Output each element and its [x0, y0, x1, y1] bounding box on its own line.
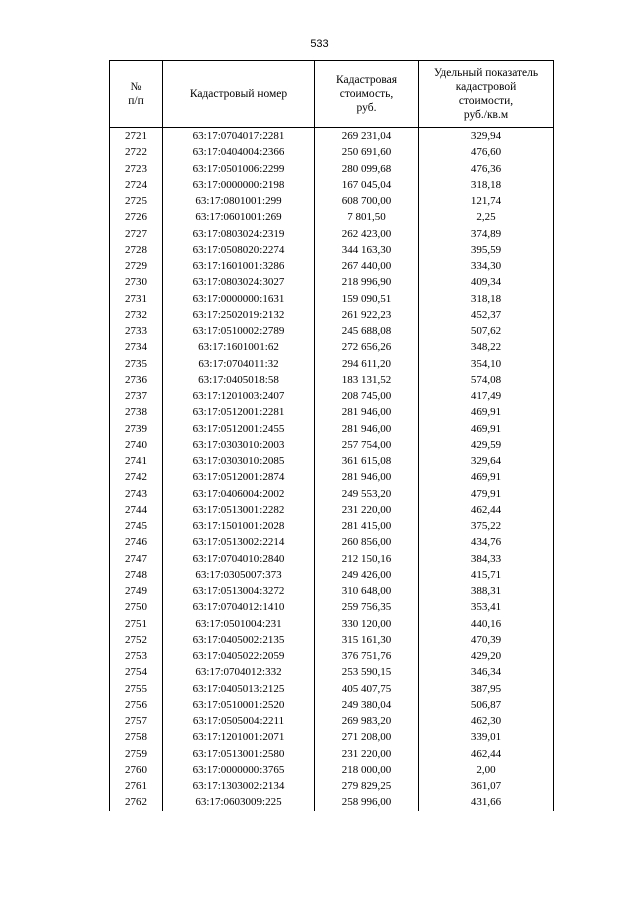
cell-row-number: 2748 [110, 567, 163, 583]
cell-specific-value: 462,44 [419, 746, 554, 762]
table-row [110, 388, 554, 404]
cell-specific-value: 417,49 [419, 388, 554, 404]
cell-row-number: 2743 [110, 486, 163, 502]
cell-specific-value: 506,87 [419, 697, 554, 713]
cell-cadastral-number: 63:17:0405013:2125 [163, 681, 315, 697]
cell-cadastral-number: 63:17:0406004:2002 [163, 486, 315, 502]
cell-specific-value: 462,30 [419, 713, 554, 729]
cell-cadastral-value: 208 745,00 [315, 388, 419, 404]
cell-row-number: 2755 [110, 681, 163, 697]
cell-cadastral-number: 63:17:0303010:2085 [163, 453, 315, 469]
cell-cadastral-number: 63:17:1201001:2071 [163, 729, 315, 745]
table-row [110, 453, 554, 469]
cell-row-number: 2744 [110, 502, 163, 518]
cell-cadastral-number: 63:17:1201003:2407 [163, 388, 315, 404]
cell-cadastral-value: 218 996,90 [315, 274, 419, 290]
cell-row-number: 2761 [110, 778, 163, 794]
cell-cadastral-value: 376 751,76 [315, 648, 419, 664]
cell-specific-value: 346,34 [419, 664, 554, 680]
header-specific-line3: стоимости, [458, 95, 514, 107]
cell-specific-value: 470,39 [419, 632, 554, 648]
cell-cadastral-value: 260 856,00 [315, 534, 419, 550]
cell-row-number: 2746 [110, 534, 163, 550]
cell-row-number: 2721 [110, 128, 163, 145]
cell-specific-value: 2,25 [419, 209, 554, 225]
cell-row-number: 2723 [110, 161, 163, 177]
cell-cadastral-value: 281 415,00 [315, 518, 419, 534]
cell-cadastral-number: 63:17:0404004:2366 [163, 144, 315, 160]
cell-row-number: 2734 [110, 339, 163, 355]
cell-cadastral-value: 261 922,23 [315, 307, 419, 323]
cell-cadastral-value: 245 688,08 [315, 323, 419, 339]
cell-row-number: 2742 [110, 469, 163, 485]
cell-row-number: 2739 [110, 421, 163, 437]
cell-cadastral-number: 63:17:0603009:225 [163, 794, 315, 810]
cell-cadastral-value: 258 996,00 [315, 794, 419, 810]
cell-row-number: 2737 [110, 388, 163, 404]
table-row [110, 274, 554, 290]
cell-row-number: 2728 [110, 242, 163, 258]
cell-row-number: 2750 [110, 599, 163, 615]
cell-row-number: 2738 [110, 404, 163, 420]
cell-specific-value: 387,95 [419, 681, 554, 697]
table-row [110, 502, 554, 518]
cell-cadastral-number: 63:17:0704010:2840 [163, 551, 315, 567]
table-row [110, 551, 554, 567]
table-row [110, 778, 554, 794]
cell-row-number: 2725 [110, 193, 163, 209]
table-row [110, 518, 554, 534]
cell-row-number: 2724 [110, 177, 163, 193]
cell-cadastral-number: 63:17:1501001:2028 [163, 518, 315, 534]
table-row [110, 209, 554, 225]
cell-specific-value: 329,94 [419, 128, 554, 145]
cell-cadastral-number: 63:17:0704017:2281 [163, 128, 315, 145]
cell-row-number: 2740 [110, 437, 163, 453]
table-row [110, 794, 554, 810]
cell-row-number: 2732 [110, 307, 163, 323]
cell-specific-value: 476,36 [419, 161, 554, 177]
cell-row-number: 2760 [110, 762, 163, 778]
table-row [110, 226, 554, 242]
cell-row-number: 2729 [110, 258, 163, 274]
table-header [110, 61, 554, 128]
cell-specific-value: 334,30 [419, 258, 554, 274]
cell-row-number: 2753 [110, 648, 163, 664]
table-row [110, 144, 554, 160]
cell-cadastral-number: 63:17:0704011:32 [163, 356, 315, 372]
cell-row-number: 2731 [110, 291, 163, 307]
table-row [110, 746, 554, 762]
table-row [110, 648, 554, 664]
cell-specific-value: 415,71 [419, 567, 554, 583]
cell-specific-value: 384,33 [419, 551, 554, 567]
cell-row-number: 2722 [110, 144, 163, 160]
table-body [110, 128, 554, 811]
cell-cadastral-value: 608 700,00 [315, 193, 419, 209]
cell-cadastral-number: 63:17:0704012:1410 [163, 599, 315, 615]
cell-cadastral-value: 250 691,60 [315, 144, 419, 160]
cell-cadastral-number: 63:17:0803024:2319 [163, 226, 315, 242]
cell-cadastral-value: 294 611,20 [315, 356, 419, 372]
cell-cadastral-value: 249 553,20 [315, 486, 419, 502]
cell-specific-value: 339,01 [419, 729, 554, 745]
cell-specific-value: 440,16 [419, 616, 554, 632]
header-value-line2: стоимость, [339, 88, 394, 100]
header-cadastral-number-text: Кадастровый номер [189, 88, 288, 100]
cell-cadastral-number: 63:17:0501004:231 [163, 616, 315, 632]
cell-cadastral-number: 63:17:2502019:2132 [163, 307, 315, 323]
table-row [110, 469, 554, 485]
cell-cadastral-number: 63:17:0512001:2455 [163, 421, 315, 437]
table-row [110, 177, 554, 193]
cell-cadastral-number: 63:17:0513001:2580 [163, 746, 315, 762]
header-specific-line2: кадастровой [455, 81, 517, 93]
cell-specific-value: 361,07 [419, 778, 554, 794]
cell-cadastral-value: 281 946,00 [315, 469, 419, 485]
table-row [110, 567, 554, 583]
cell-specific-value: 329,64 [419, 453, 554, 469]
cell-cadastral-number: 63:17:0510002:2789 [163, 323, 315, 339]
cell-specific-value: 429,59 [419, 437, 554, 453]
cell-specific-value: 388,31 [419, 583, 554, 599]
cell-cadastral-value: 280 099,68 [315, 161, 419, 177]
cell-cadastral-value: 212 150,16 [315, 551, 419, 567]
table-row [110, 356, 554, 372]
table-row [110, 323, 554, 339]
table-row [110, 307, 554, 323]
cell-row-number: 2749 [110, 583, 163, 599]
cell-specific-value: 2,00 [419, 762, 554, 778]
cell-cadastral-number: 63:17:0000000:2198 [163, 177, 315, 193]
header-num-line1: № [130, 81, 142, 93]
cell-cadastral-value: 257 754,00 [315, 437, 419, 453]
cell-cadastral-value: 262 423,00 [315, 226, 419, 242]
cell-specific-value: 431,66 [419, 794, 554, 810]
table-row [110, 258, 554, 274]
cell-row-number: 2752 [110, 632, 163, 648]
cell-row-number: 2756 [110, 697, 163, 713]
table-row [110, 599, 554, 615]
cell-cadastral-value: 330 120,00 [315, 616, 419, 632]
cadastral-value-table [109, 60, 554, 811]
table-row [110, 437, 554, 453]
cell-specific-value: 354,10 [419, 356, 554, 372]
cell-cadastral-number: 63:17:0305007:373 [163, 567, 315, 583]
table-row [110, 128, 554, 145]
cell-cadastral-number: 63:17:0000000:3765 [163, 762, 315, 778]
cell-specific-value: 476,60 [419, 144, 554, 160]
header-cadastral-value [315, 61, 419, 128]
cell-cadastral-value: 279 829,25 [315, 778, 419, 794]
cell-cadastral-value: 272 656,26 [315, 339, 419, 355]
table-row [110, 762, 554, 778]
cell-row-number: 2745 [110, 518, 163, 534]
cell-row-number: 2758 [110, 729, 163, 745]
cell-row-number: 2730 [110, 274, 163, 290]
cell-cadastral-value: 249 380,04 [315, 697, 419, 713]
cell-cadastral-value: 253 590,15 [315, 664, 419, 680]
table-row [110, 161, 554, 177]
table-row [110, 534, 554, 550]
cell-cadastral-value: 249 426,00 [315, 567, 419, 583]
cell-specific-value: 429,20 [419, 648, 554, 664]
header-value-line3: руб. [356, 102, 377, 114]
cell-cadastral-value: 267 440,00 [315, 258, 419, 274]
table-row [110, 729, 554, 745]
cell-cadastral-number: 63:17:0405022:2059 [163, 648, 315, 664]
cell-specific-value: 469,91 [419, 404, 554, 420]
cell-specific-value: 469,91 [419, 421, 554, 437]
cell-row-number: 2751 [110, 616, 163, 632]
cell-cadastral-number: 63:17:0803024:3027 [163, 274, 315, 290]
table-row [110, 242, 554, 258]
cell-cadastral-number: 63:17:0303010:2003 [163, 437, 315, 453]
header-specific-line4: руб./кв.м [463, 109, 509, 121]
cell-cadastral-value: 344 163,30 [315, 242, 419, 258]
cell-cadastral-value: 269 231,04 [315, 128, 419, 145]
cell-cadastral-number: 63:17:1303002:2134 [163, 778, 315, 794]
header-cadastral-number [163, 61, 315, 128]
cell-cadastral-value: 269 983,20 [315, 713, 419, 729]
table-row [110, 681, 554, 697]
cell-cadastral-value: 7 801,50 [315, 209, 419, 225]
cell-row-number: 2733 [110, 323, 163, 339]
cell-specific-value: 469,91 [419, 469, 554, 485]
table-row [110, 697, 554, 713]
header-specific-value [419, 61, 554, 128]
header-num-line2: п/п [128, 95, 144, 107]
cell-cadastral-value: 405 407,75 [315, 681, 419, 697]
table-row [110, 486, 554, 502]
cell-specific-value: 121,74 [419, 193, 554, 209]
table-row [110, 664, 554, 680]
cell-specific-value: 318,18 [419, 177, 554, 193]
cell-specific-value: 479,91 [419, 486, 554, 502]
cell-cadastral-number: 63:17:0405002:2135 [163, 632, 315, 648]
cell-row-number: 2736 [110, 372, 163, 388]
table-row [110, 616, 554, 632]
cell-specific-value: 375,22 [419, 518, 554, 534]
table-row [110, 404, 554, 420]
cell-row-number: 2727 [110, 226, 163, 242]
cell-cadastral-value: 183 131,52 [315, 372, 419, 388]
cell-cadastral-number: 63:17:0512001:2874 [163, 469, 315, 485]
cell-row-number: 2762 [110, 794, 163, 810]
cell-specific-value: 374,89 [419, 226, 554, 242]
cell-cadastral-number: 63:17:0801001:299 [163, 193, 315, 209]
cell-row-number: 2726 [110, 209, 163, 225]
cell-cadastral-value: 218 000,00 [315, 762, 419, 778]
cell-row-number: 2741 [110, 453, 163, 469]
cell-cadastral-value: 310 648,00 [315, 583, 419, 599]
cell-specific-value: 395,59 [419, 242, 554, 258]
cell-cadastral-value: 281 946,00 [315, 421, 419, 437]
cell-cadastral-number: 63:17:0405018:58 [163, 372, 315, 388]
cell-cadastral-value: 271 208,00 [315, 729, 419, 745]
cell-row-number: 2757 [110, 713, 163, 729]
cell-cadastral-number: 63:17:1601001:3286 [163, 258, 315, 274]
cell-cadastral-number: 63:17:0000000:1631 [163, 291, 315, 307]
cell-row-number: 2759 [110, 746, 163, 762]
cell-specific-value: 409,34 [419, 274, 554, 290]
table-row [110, 583, 554, 599]
table-row [110, 339, 554, 355]
cell-cadastral-value: 281 946,00 [315, 404, 419, 420]
cell-cadastral-number: 63:17:0501006:2299 [163, 161, 315, 177]
cell-cadastral-number: 63:17:0513002:2214 [163, 534, 315, 550]
cell-specific-value: 434,76 [419, 534, 554, 550]
cell-cadastral-value: 159 090,51 [315, 291, 419, 307]
cell-specific-value: 507,62 [419, 323, 554, 339]
header-specific-line1: Удельный показатель [433, 67, 539, 79]
cell-cadastral-value: 361 615,08 [315, 453, 419, 469]
header-row [110, 61, 554, 128]
cell-cadastral-number: 63:17:0512001:2281 [163, 404, 315, 420]
cell-cadastral-value: 259 756,35 [315, 599, 419, 615]
header-value-line1: Кадастровая [335, 74, 398, 86]
table-row [110, 372, 554, 388]
cell-cadastral-number: 63:17:0513004:3272 [163, 583, 315, 599]
cell-cadastral-value: 231 220,00 [315, 746, 419, 762]
cell-cadastral-number: 63:17:0510001:2520 [163, 697, 315, 713]
cell-row-number: 2735 [110, 356, 163, 372]
cell-cadastral-number: 63:17:0505004:2211 [163, 713, 315, 729]
header-row-number [110, 61, 163, 128]
cell-cadastral-value: 167 045,04 [315, 177, 419, 193]
table-row [110, 713, 554, 729]
cell-cadastral-value: 315 161,30 [315, 632, 419, 648]
table-row [110, 421, 554, 437]
cell-row-number: 2754 [110, 664, 163, 680]
cell-cadastral-number: 63:17:1601001:62 [163, 339, 315, 355]
cell-specific-value: 452,37 [419, 307, 554, 323]
cell-cadastral-number: 63:17:0704012:332 [163, 664, 315, 680]
cell-row-number: 2747 [110, 551, 163, 567]
cell-specific-value: 348,22 [419, 339, 554, 355]
table-row [110, 291, 554, 307]
cell-cadastral-number: 63:17:0601001:269 [163, 209, 315, 225]
page-number: 533 [310, 38, 329, 50]
cell-cadastral-value: 231 220,00 [315, 502, 419, 518]
cell-specific-value: 574,08 [419, 372, 554, 388]
cell-specific-value: 353,41 [419, 599, 554, 615]
table-row [110, 632, 554, 648]
cell-specific-value: 462,44 [419, 502, 554, 518]
cell-cadastral-number: 63:17:0508020:2274 [163, 242, 315, 258]
table-row [110, 193, 554, 209]
cell-specific-value: 318,18 [419, 291, 554, 307]
cell-cadastral-number: 63:17:0513001:2282 [163, 502, 315, 518]
